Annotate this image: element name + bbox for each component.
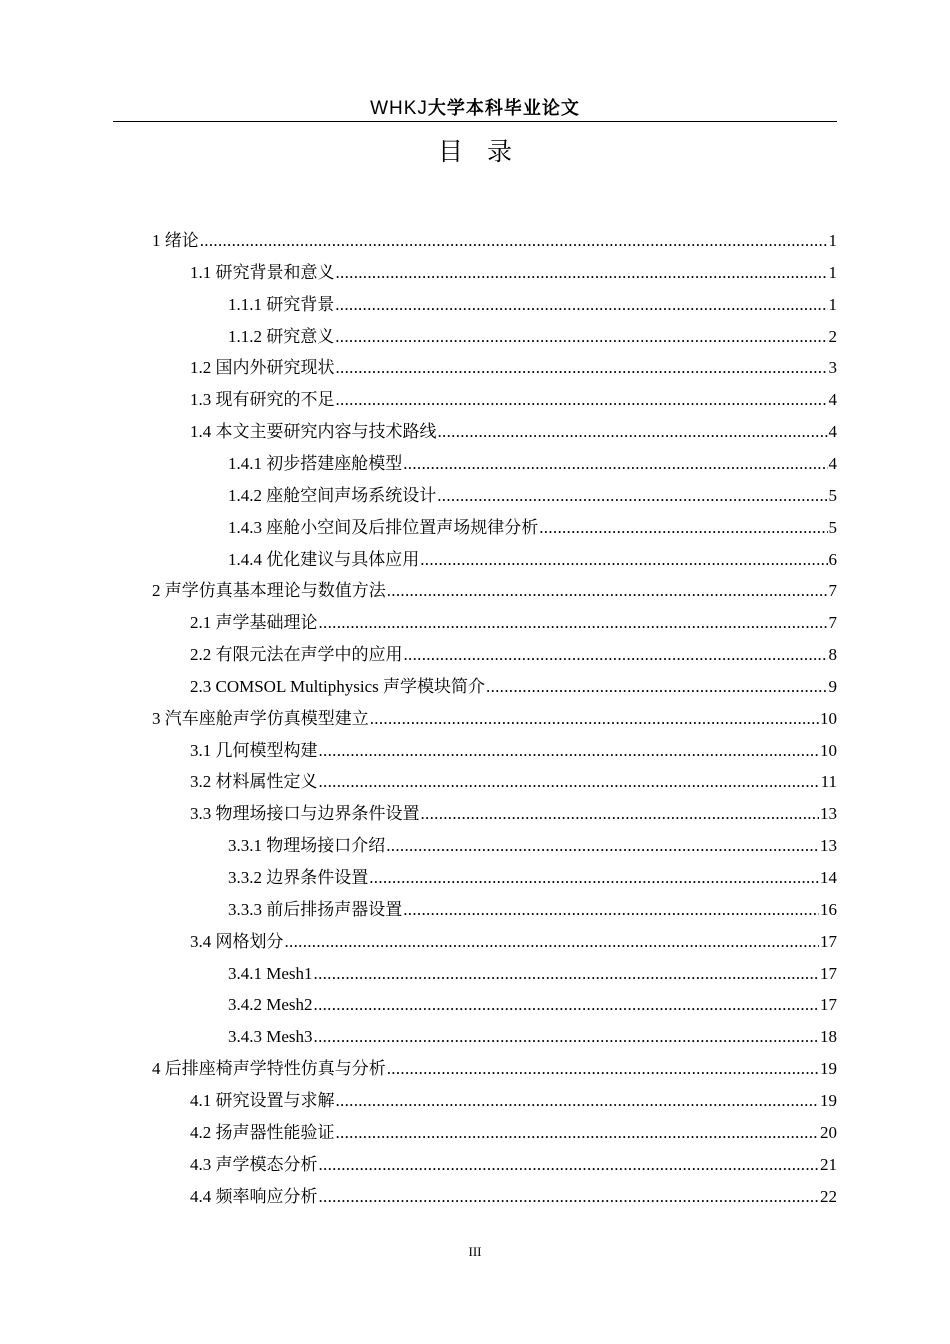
toc-entry-label: 1.4.2 座舱空间声场系统设计 [228, 485, 437, 505]
toc-entry-label: 3.4.2 Mesh2 [228, 995, 313, 1015]
toc-entry[interactable] [190, 735, 837, 767]
toc-entry-page: 18 [820, 1027, 837, 1047]
toc-entry-page: 20 [820, 1122, 837, 1142]
toc-leader-dots [336, 1117, 820, 1149]
toc-entry[interactable] [228, 862, 837, 894]
toc-entry-label: 4.2 扬声器性能验证 [190, 1122, 335, 1142]
toc-entry-label: 2.2 有限元法在声学中的应用 [190, 645, 403, 665]
toc-entry[interactable] [228, 289, 837, 321]
toc-leader-dots [539, 512, 827, 544]
toc-leader-dots [387, 575, 828, 607]
toc-leader-dots [421, 798, 820, 830]
toc-entry-page: 5 [828, 485, 837, 505]
toc-entry-label: 1.4.1 初步搭建座舱模型 [228, 453, 403, 473]
toc-leader-dots [387, 1053, 819, 1085]
toc-leader-dots [319, 766, 820, 798]
toc-entry-page: 16 [820, 899, 837, 919]
toc-entry-label: 1.4.4 优化建议与具体应用 [228, 549, 420, 569]
toc-entry-page: 6 [828, 549, 837, 569]
toc-entry-page: 9 [828, 676, 837, 696]
toc-entry-page: 4 [828, 422, 837, 442]
toc-entry-label: 1.1 研究背景和意义 [190, 262, 335, 282]
toc-entry-label: 2.3 COMSOL Multiphysics 声学模块简介 [190, 676, 486, 696]
toc-entry-label: 2 声学仿真基本理论与数值方法 [152, 581, 386, 601]
toc-entry[interactable] [190, 926, 837, 958]
toc-entry-page: 2 [828, 326, 837, 346]
toc-entry[interactable] [228, 958, 837, 990]
toc-entry-page: 14 [820, 868, 837, 887]
toc-entry-page: 7 [828, 581, 837, 601]
toc-entry[interactable] [152, 225, 837, 257]
toc-entry[interactable] [228, 544, 837, 576]
toc-entry-label: 1.4.3 座舱小空间及后排位置声场规律分析 [228, 517, 539, 537]
toc-entry-page: 10 [820, 740, 837, 760]
toc-entry[interactable] [152, 703, 837, 735]
toc-leader-dots [369, 862, 819, 894]
toc-leader-dots [336, 1085, 820, 1117]
toc-entry-label: 3.3.3 前后排扬声器设置 [228, 899, 403, 919]
toc-entry[interactable] [190, 607, 837, 639]
toc-entry-label: 1.2 国内外研究现状 [190, 358, 335, 378]
toc-entry-label: 3.2 材料属性定义 [190, 772, 318, 792]
toc-entry[interactable] [228, 448, 837, 480]
page-number: III [468, 1244, 482, 1259]
toc-entry-label: 3 汽车座舱声学仿真模型建立 [152, 708, 369, 728]
toc-entry-page: 13 [820, 836, 837, 856]
toc-entry-label: 3.3.2 边界条件设置 [228, 868, 369, 887]
toc-entry-page: 17 [820, 995, 837, 1015]
toc-entry[interactable] [228, 830, 837, 862]
toc-entry-label: 1.1.2 研究意义 [228, 326, 335, 346]
toc-entry[interactable] [228, 894, 837, 926]
toc-entry-page: 22 [820, 1186, 837, 1206]
toc-entry[interactable] [190, 1149, 837, 1181]
toc-entry-page: 1 [828, 262, 837, 282]
toc-leader-dots [370, 703, 819, 735]
toc-entry-page: 19 [820, 1090, 837, 1110]
toc-leader-dots [403, 448, 827, 480]
toc-leader-dots [437, 480, 827, 512]
toc-leader-dots [200, 225, 828, 257]
toc-entry-page: 17 [820, 963, 837, 983]
toc-leader-dots [486, 671, 827, 703]
toc-leader-dots [403, 894, 819, 926]
toc-leader-dots [335, 321, 827, 353]
toc-entry-page: 4 [828, 390, 837, 410]
toc-entry-label: 3.3.1 物理场接口介绍 [228, 836, 386, 856]
toc-leader-dots [336, 257, 828, 289]
toc-entry-page: 21 [820, 1154, 837, 1174]
toc-entry[interactable] [190, 1085, 837, 1117]
toc-entry-label: 3.4.3 Mesh3 [228, 1027, 313, 1047]
toc-entry[interactable] [228, 512, 837, 544]
toc-entry-label: 4 后排座椅声学特性仿真与分析 [152, 1059, 386, 1079]
toc-entry-page: 4 [828, 453, 837, 473]
page-title: 目录 [437, 137, 536, 166]
toc-entry-label: 2.1 声学基础理论 [190, 613, 318, 633]
toc-entry-label: 1.3 现有研究的不足 [190, 390, 335, 410]
toc-entry-page: 11 [820, 772, 837, 792]
toc-entry[interactable] [228, 480, 837, 512]
toc-entry-page: 1 [828, 294, 837, 314]
toc-leader-dots [336, 352, 828, 384]
toc-entry-page: 13 [820, 804, 837, 824]
toc-leader-dots [285, 926, 820, 958]
toc-entry-page: 5 [828, 517, 837, 537]
toc-leader-dots [386, 830, 819, 862]
toc-leader-dots [314, 1021, 819, 1053]
toc-entry-page: 7 [828, 613, 837, 633]
toc-entry-page: 3 [828, 358, 837, 378]
toc-entry-label: 3.1 几何模型构建 [190, 740, 318, 760]
toc-entry-label: 4.3 声学模态分析 [190, 1154, 318, 1174]
toc-entry-label: 3.4.1 Mesh1 [228, 963, 313, 983]
toc-entry[interactable] [228, 989, 837, 1021]
toc-entry[interactable] [228, 321, 837, 353]
toc-leader-dots [404, 639, 828, 671]
toc-entry-label: 1.1.1 研究背景 [228, 294, 335, 314]
toc-entry[interactable] [190, 671, 837, 703]
toc-entry[interactable] [190, 416, 837, 448]
toc-entry-label: 4.4 频率响应分析 [190, 1186, 318, 1206]
toc-leader-dots [336, 384, 828, 416]
toc-entry[interactable] [190, 766, 837, 798]
toc-entry-label: 1 绪论 [152, 231, 199, 250]
toc-leader-dots [319, 1149, 820, 1181]
toc-leader-dots [314, 989, 819, 1021]
toc-entry[interactable] [152, 575, 837, 607]
toc-entry-label: 4.1 研究设置与求解 [190, 1090, 335, 1110]
toc-leader-dots [314, 958, 819, 990]
toc-entry-page: 10 [820, 708, 837, 728]
header-prefix: WHKJ [370, 98, 428, 119]
toc-entry-page: 1 [828, 231, 837, 250]
toc-entry[interactable] [190, 1117, 837, 1149]
toc-entry-page: 8 [828, 645, 837, 665]
toc-entry-label: 3.3 物理场接口与边界条件设置 [190, 804, 420, 824]
header-title: 大学本科毕业论文 [427, 98, 580, 119]
toc-entry-page: 19 [820, 1059, 837, 1079]
toc-entry[interactable] [190, 798, 837, 830]
running-header [113, 94, 837, 120]
toc-leader-dots [438, 416, 828, 448]
toc-leader-dots [420, 544, 827, 576]
toc-entry-page: 17 [820, 931, 837, 951]
toc-entry[interactable] [190, 639, 837, 671]
toc-entry[interactable] [152, 1053, 837, 1085]
toc-entry[interactable] [190, 1181, 837, 1213]
toc-entry[interactable] [190, 352, 837, 384]
toc-entry[interactable] [190, 257, 837, 289]
toc-leader-dots [335, 289, 827, 321]
toc-entry-label: 3.4 网格划分 [190, 931, 284, 951]
toc-leader-dots [319, 607, 828, 639]
toc-entry[interactable] [228, 1021, 837, 1053]
toc-leader-dots [319, 1181, 820, 1213]
toc-leader-dots [319, 735, 820, 767]
header-rule [113, 121, 837, 122]
toc-entry[interactable] [190, 384, 837, 416]
toc-entry-label: 1.4 本文主要研究内容与技术路线 [190, 422, 437, 442]
